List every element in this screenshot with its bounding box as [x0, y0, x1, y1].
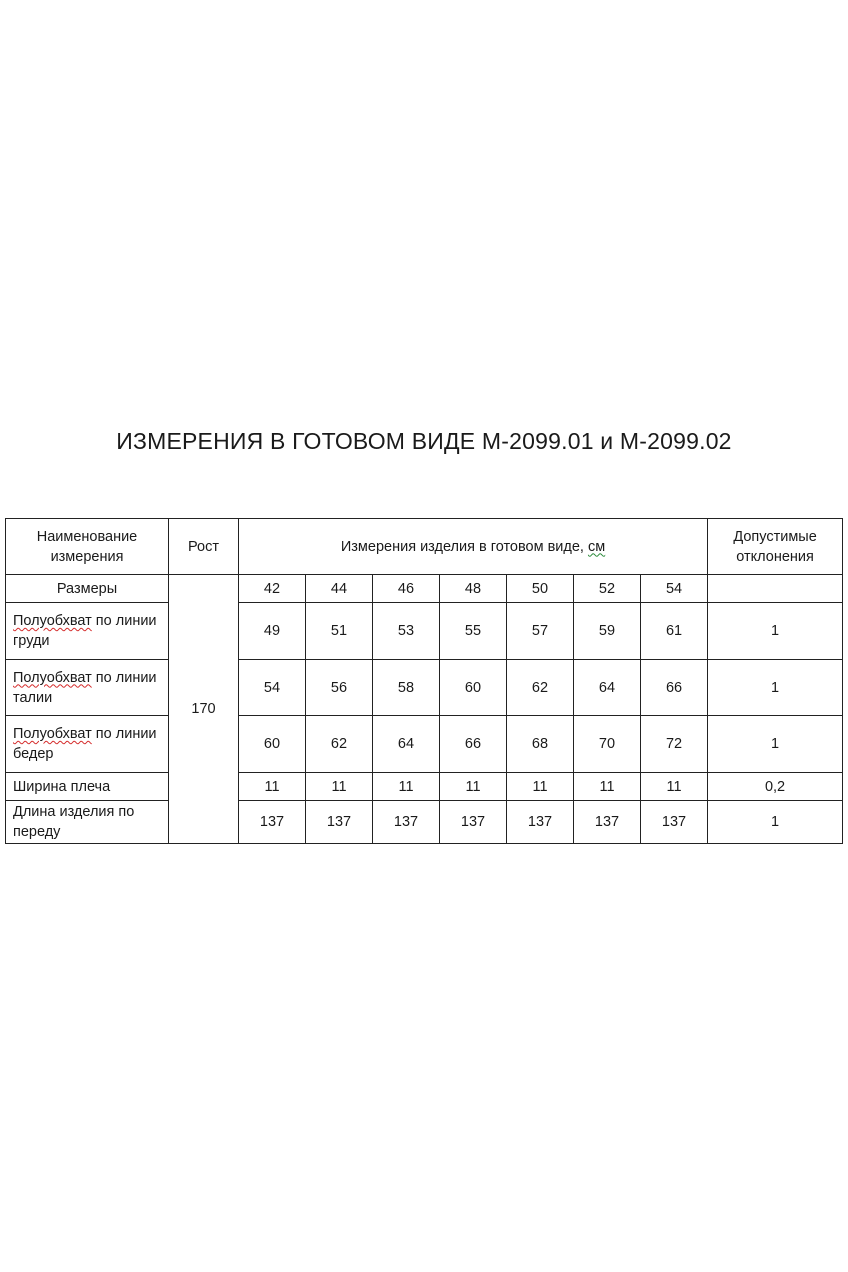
row-name-cell: [6, 660, 169, 716]
value-cell: 11: [239, 773, 306, 801]
value-cell: 53: [373, 603, 440, 660]
value-cell: 51: [306, 603, 373, 660]
row-name-rest: по линии талии: [13, 669, 157, 706]
value-cell: 137: [306, 801, 373, 844]
size-cell: 50: [507, 575, 574, 603]
value-cell: 11: [507, 773, 574, 801]
row-name-rest: Длина изделия по переду: [13, 804, 135, 840]
value-cell: 58: [373, 660, 440, 716]
row-name-rest: по линии бедер: [13, 726, 157, 762]
size-cell: 52: [574, 575, 641, 603]
value-cell: 68: [507, 716, 574, 773]
value-cell: 11: [641, 773, 708, 801]
table-row: [6, 660, 843, 716]
value-cell: 137: [239, 801, 306, 844]
value-cell: 137: [507, 801, 574, 844]
value-cell: 61: [641, 603, 708, 660]
size-cell: 44: [306, 575, 373, 603]
header-height-cell: Рост: [169, 519, 239, 575]
value-cell: 56: [306, 660, 373, 716]
table-row: [6, 716, 843, 773]
value-cell: 66: [641, 660, 708, 716]
header-measure-label: Измерения изделия в готовом виде,: [340, 538, 588, 555]
value-cell: 137: [574, 801, 641, 844]
value-cell: 57: [507, 603, 574, 660]
value-cell: 62: [306, 716, 373, 773]
value-cell: 64: [373, 716, 440, 773]
value-cell: 11: [440, 773, 507, 801]
value-cell: 70: [574, 716, 641, 773]
value-cell: 11: [373, 773, 440, 801]
value-cell: 137: [440, 801, 507, 844]
tolerance-cell: 1: [708, 716, 843, 773]
row-name-rest: по линии груди: [13, 613, 157, 649]
row-name-cell: [6, 603, 169, 660]
value-cell: 11: [574, 773, 641, 801]
value-cell: 54: [239, 660, 306, 716]
height-value-cell: 170: [169, 575, 239, 844]
header-row: [6, 519, 843, 575]
value-cell: 55: [440, 603, 507, 660]
tolerance-cell: 0,2: [708, 773, 843, 801]
sizes-tolerance-empty-cell: [708, 575, 843, 603]
size-cell: 46: [373, 575, 440, 603]
sizes-label-cell: Размеры: [6, 575, 169, 603]
row-name-cell: [6, 801, 169, 844]
value-cell: 64: [574, 660, 641, 716]
value-cell: 72: [641, 716, 708, 773]
header-measure-unit: см: [587, 538, 606, 555]
row-name-word: Полуобхват: [13, 726, 92, 742]
table-row: [6, 773, 843, 801]
tolerance-cell: 1: [708, 801, 843, 844]
table-row: [6, 603, 843, 660]
value-cell: 59: [574, 603, 641, 660]
measurements-table: [5, 518, 843, 844]
header-name-cell: Наименование измерения: [6, 519, 169, 575]
table-row: [6, 801, 843, 844]
tolerance-cell: 1: [708, 603, 843, 660]
header-measure-cell: [239, 519, 708, 575]
value-cell: 62: [507, 660, 574, 716]
row-name-word: Полуобхват: [13, 613, 92, 629]
tolerance-cell: 1: [708, 660, 843, 716]
value-cell: 137: [373, 801, 440, 844]
value-cell: 11: [306, 773, 373, 801]
size-cell: 42: [239, 575, 306, 603]
sizes-row: [6, 575, 843, 603]
value-cell: 60: [239, 716, 306, 773]
size-cell: 48: [440, 575, 507, 603]
value-cell: 137: [641, 801, 708, 844]
header-tolerance-cell: Допустимые отклонения: [708, 519, 843, 575]
row-name-word: Полуобхват: [13, 669, 92, 686]
row-name-rest: Ширина плеча: [13, 778, 111, 795]
value-cell: 66: [440, 716, 507, 773]
value-cell: 60: [440, 660, 507, 716]
document-title: ИЗМЕРЕНИЯ В ГОТОВОМ ВИДЕ М-2099.01 и М-2099.02: [116, 428, 732, 454]
row-name-cell: [6, 773, 169, 801]
size-cell: 54: [641, 575, 708, 603]
value-cell: 49: [239, 603, 306, 660]
row-name-cell: [6, 716, 169, 773]
